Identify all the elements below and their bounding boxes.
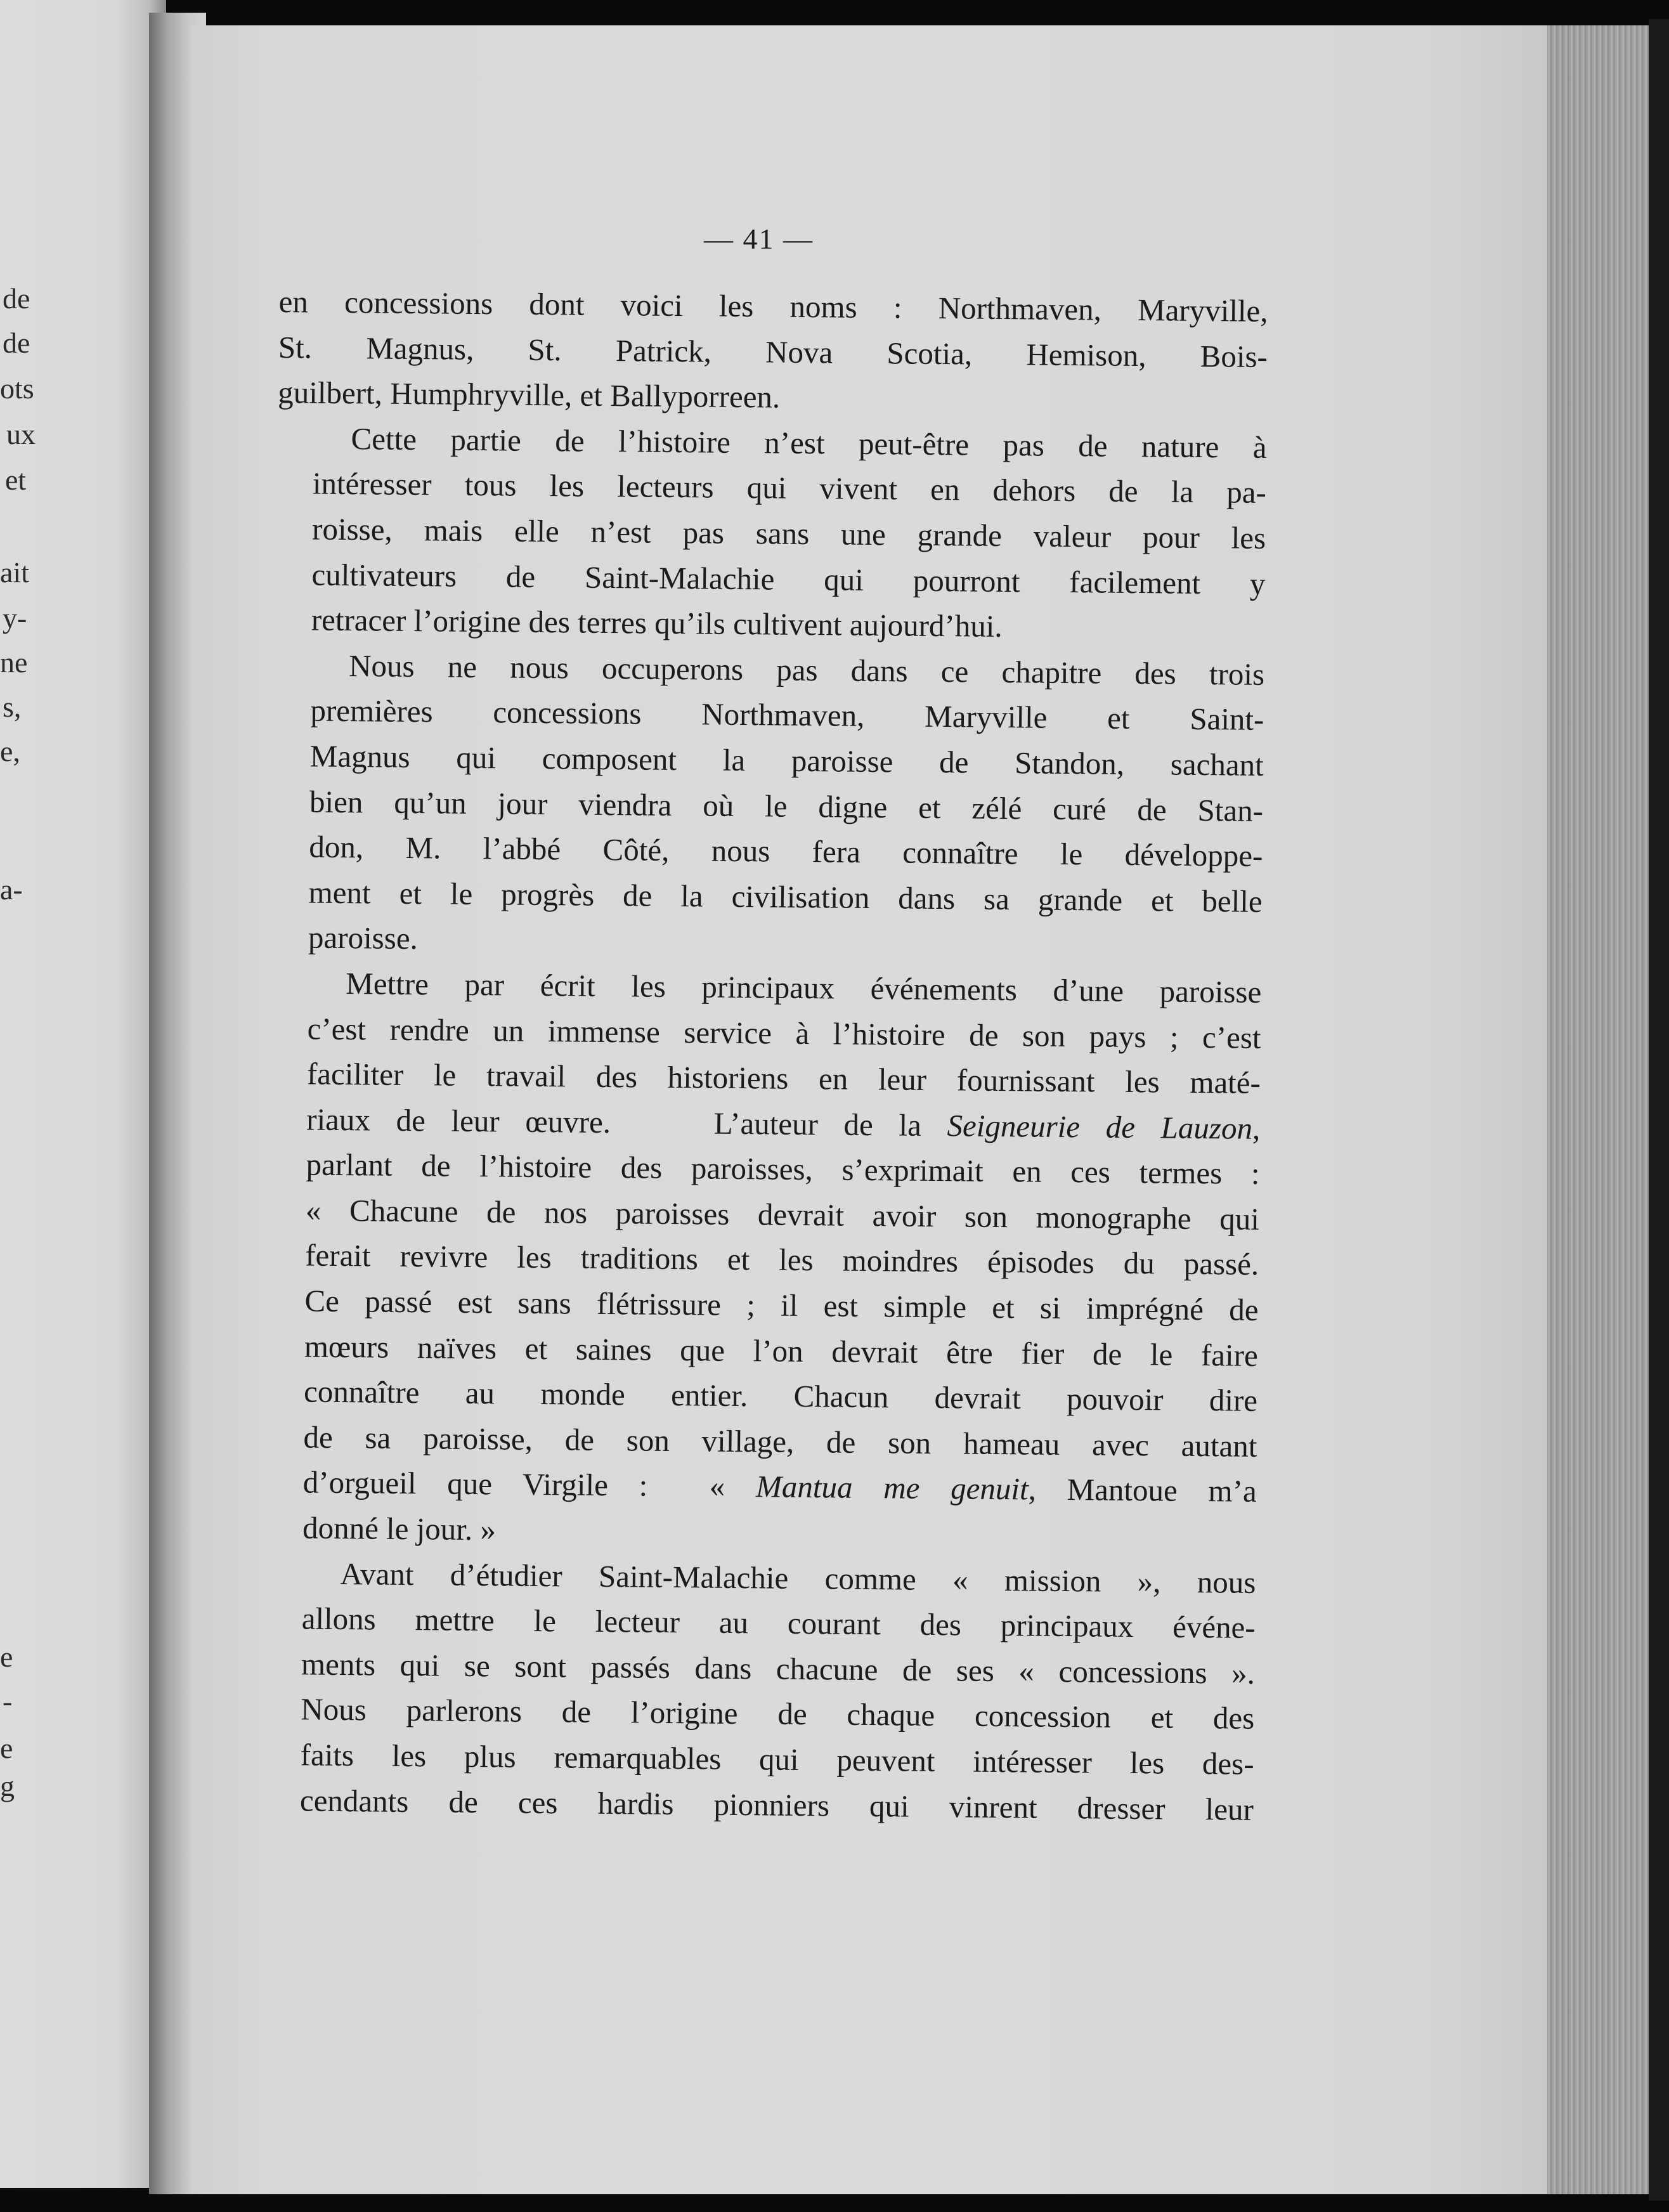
text-line: « Chacune de nos paroisses devrait avoir son monographe qui (305, 1192, 1260, 1237)
text-line: Avant d’étudier Saint-Malachie comme « mission », nous (340, 1556, 1256, 1600)
text-line: roisse, mais elle n’est pas sans une grande valeur pour les (311, 511, 1266, 556)
text-line: Nous ne nous occuperons pas dans ce chapitre des trois (348, 647, 1265, 692)
left-page-fragment: ait (0, 556, 29, 589)
edge-shadow (1649, 19, 1669, 2201)
text-line: parlant de l’histoire des paroisses, s’exprimait en ces termes : (306, 1147, 1260, 1192)
text-line: en concessions dont voici les noms : Northmaven, Maryville, (278, 283, 1268, 329)
paragraph-1 (278, 279, 1268, 425)
text-line: guilbert, Humphryville, et Ballyporreen. (278, 375, 781, 415)
text-line: ments qui se sont passés dans chacune de ses « concessions ». (301, 1646, 1256, 1691)
text-line: cultivateurs de Saint-Malachie qui pourront facilement y (311, 557, 1266, 601)
left-page-fragment: de (3, 327, 30, 359)
text-line: Cette partie de l’histoire n’est peut-être pas de nature à (351, 420, 1267, 465)
text-fragment: , Mantoue m’a (1028, 1471, 1257, 1509)
text-line: retracer l’origine des terres qu’ils cultivent aujourd’hui. (311, 602, 1003, 644)
text-line: c’est rendre un immense service à l’histoire de son pays ; c’est (307, 1010, 1261, 1055)
text-line: Mettre par écrit les principaux événements d’une paroisse (346, 965, 1262, 1010)
text-line: ment et le progrès de la civilisation dans sa grande et belle (308, 875, 1263, 919)
text-fragment: d’orgueil que Virgile : (302, 1464, 648, 1504)
text-line: cendants de ces hardis pionniers qui vinrent dresser leur (299, 1783, 1254, 1827)
left-page-fragment: ots (0, 372, 34, 405)
text-line: premières concessions Northmaven, Maryville et Saint- (310, 693, 1264, 738)
left-page-fragment: e, (0, 735, 20, 767)
text-line: Ce passé est sans flétrissure ; il est simple et si imprégné de (304, 1283, 1259, 1327)
text-line: paroisse. (308, 920, 419, 956)
page-edges (1547, 25, 1655, 2194)
left-page-fragment: s, (3, 691, 22, 723)
text-line: riaux de leur œuvre. L’auteur de la Seigneurie de Lauzon, (306, 1102, 1261, 1146)
left-page-fragment: - (3, 1685, 13, 1717)
text-line: de sa paroisse, de son village, de son hameau avec autant (303, 1419, 1257, 1464)
left-page-fragment: et (5, 464, 27, 496)
text-fragment: riaux de leur œuvre. (306, 1102, 611, 1140)
page-number: — 41 — (704, 223, 814, 255)
paragraph-5 (264, 1551, 1256, 1833)
text-line: St. Magnus, St. Patrick, Nova Scotia, Hemison, Bois- (278, 329, 1268, 374)
left-page-fragment: g (0, 1770, 15, 1802)
left-page-fragment: ne (0, 646, 28, 679)
body-text (264, 279, 1268, 1832)
left-page-fragment: y- (3, 602, 27, 634)
text-line: ferait revivre les traditions et les moindres épisodes du passé. (304, 1237, 1259, 1282)
text-line: faits les plus remarquables qui peuvent intéresser les des- (300, 1737, 1254, 1781)
text-line: Magnus qui composent la paroisse de Standon, sachant (309, 738, 1264, 783)
text-line: faciliter le travail des historiens en leur fournissant les maté- (306, 1056, 1261, 1101)
paragraph-3 (273, 642, 1265, 970)
seigneurie-title: Seigneurie de Lauzon (947, 1107, 1253, 1146)
text-line: don, M. l’abbé Côté, nous fera connaître le développe- (309, 829, 1263, 874)
text-line: connaître au monde entier. Chacun devrait pouvoir dire (303, 1374, 1258, 1419)
left-facing-page (0, 0, 166, 2188)
text-line: bien qu’un jour viendra où le digne et zélé curé de Stan- (309, 784, 1264, 828)
text-line: donné le jour. » (302, 1510, 497, 1547)
text-line: mœurs naïves et saines que l’on devrait être fier de le faire (304, 1329, 1259, 1373)
left-page-fragment: a- (0, 873, 23, 906)
left-page-fragment: e (0, 1732, 13, 1764)
paragraph-2 (276, 415, 1267, 652)
left-page-fragment: ux (6, 418, 36, 450)
text-line: Nous parlerons de l’origine de chaque concession et des (301, 1691, 1255, 1736)
left-page-fragment: de (3, 282, 30, 315)
mantua-quote: Mantua me genuit (755, 1469, 1029, 1507)
text-fragment: L’auteur de la (713, 1105, 922, 1143)
paragraph-4 (267, 960, 1262, 1560)
quote-mark: « (709, 1469, 725, 1504)
text-line: allons mettre le lecteur au courant des principaux événe- (301, 1601, 1256, 1646)
left-page-fragment: e (0, 1641, 13, 1673)
text-line: intéresser tous les lecteurs qui vivent en dehors de la pa- (312, 465, 1267, 511)
